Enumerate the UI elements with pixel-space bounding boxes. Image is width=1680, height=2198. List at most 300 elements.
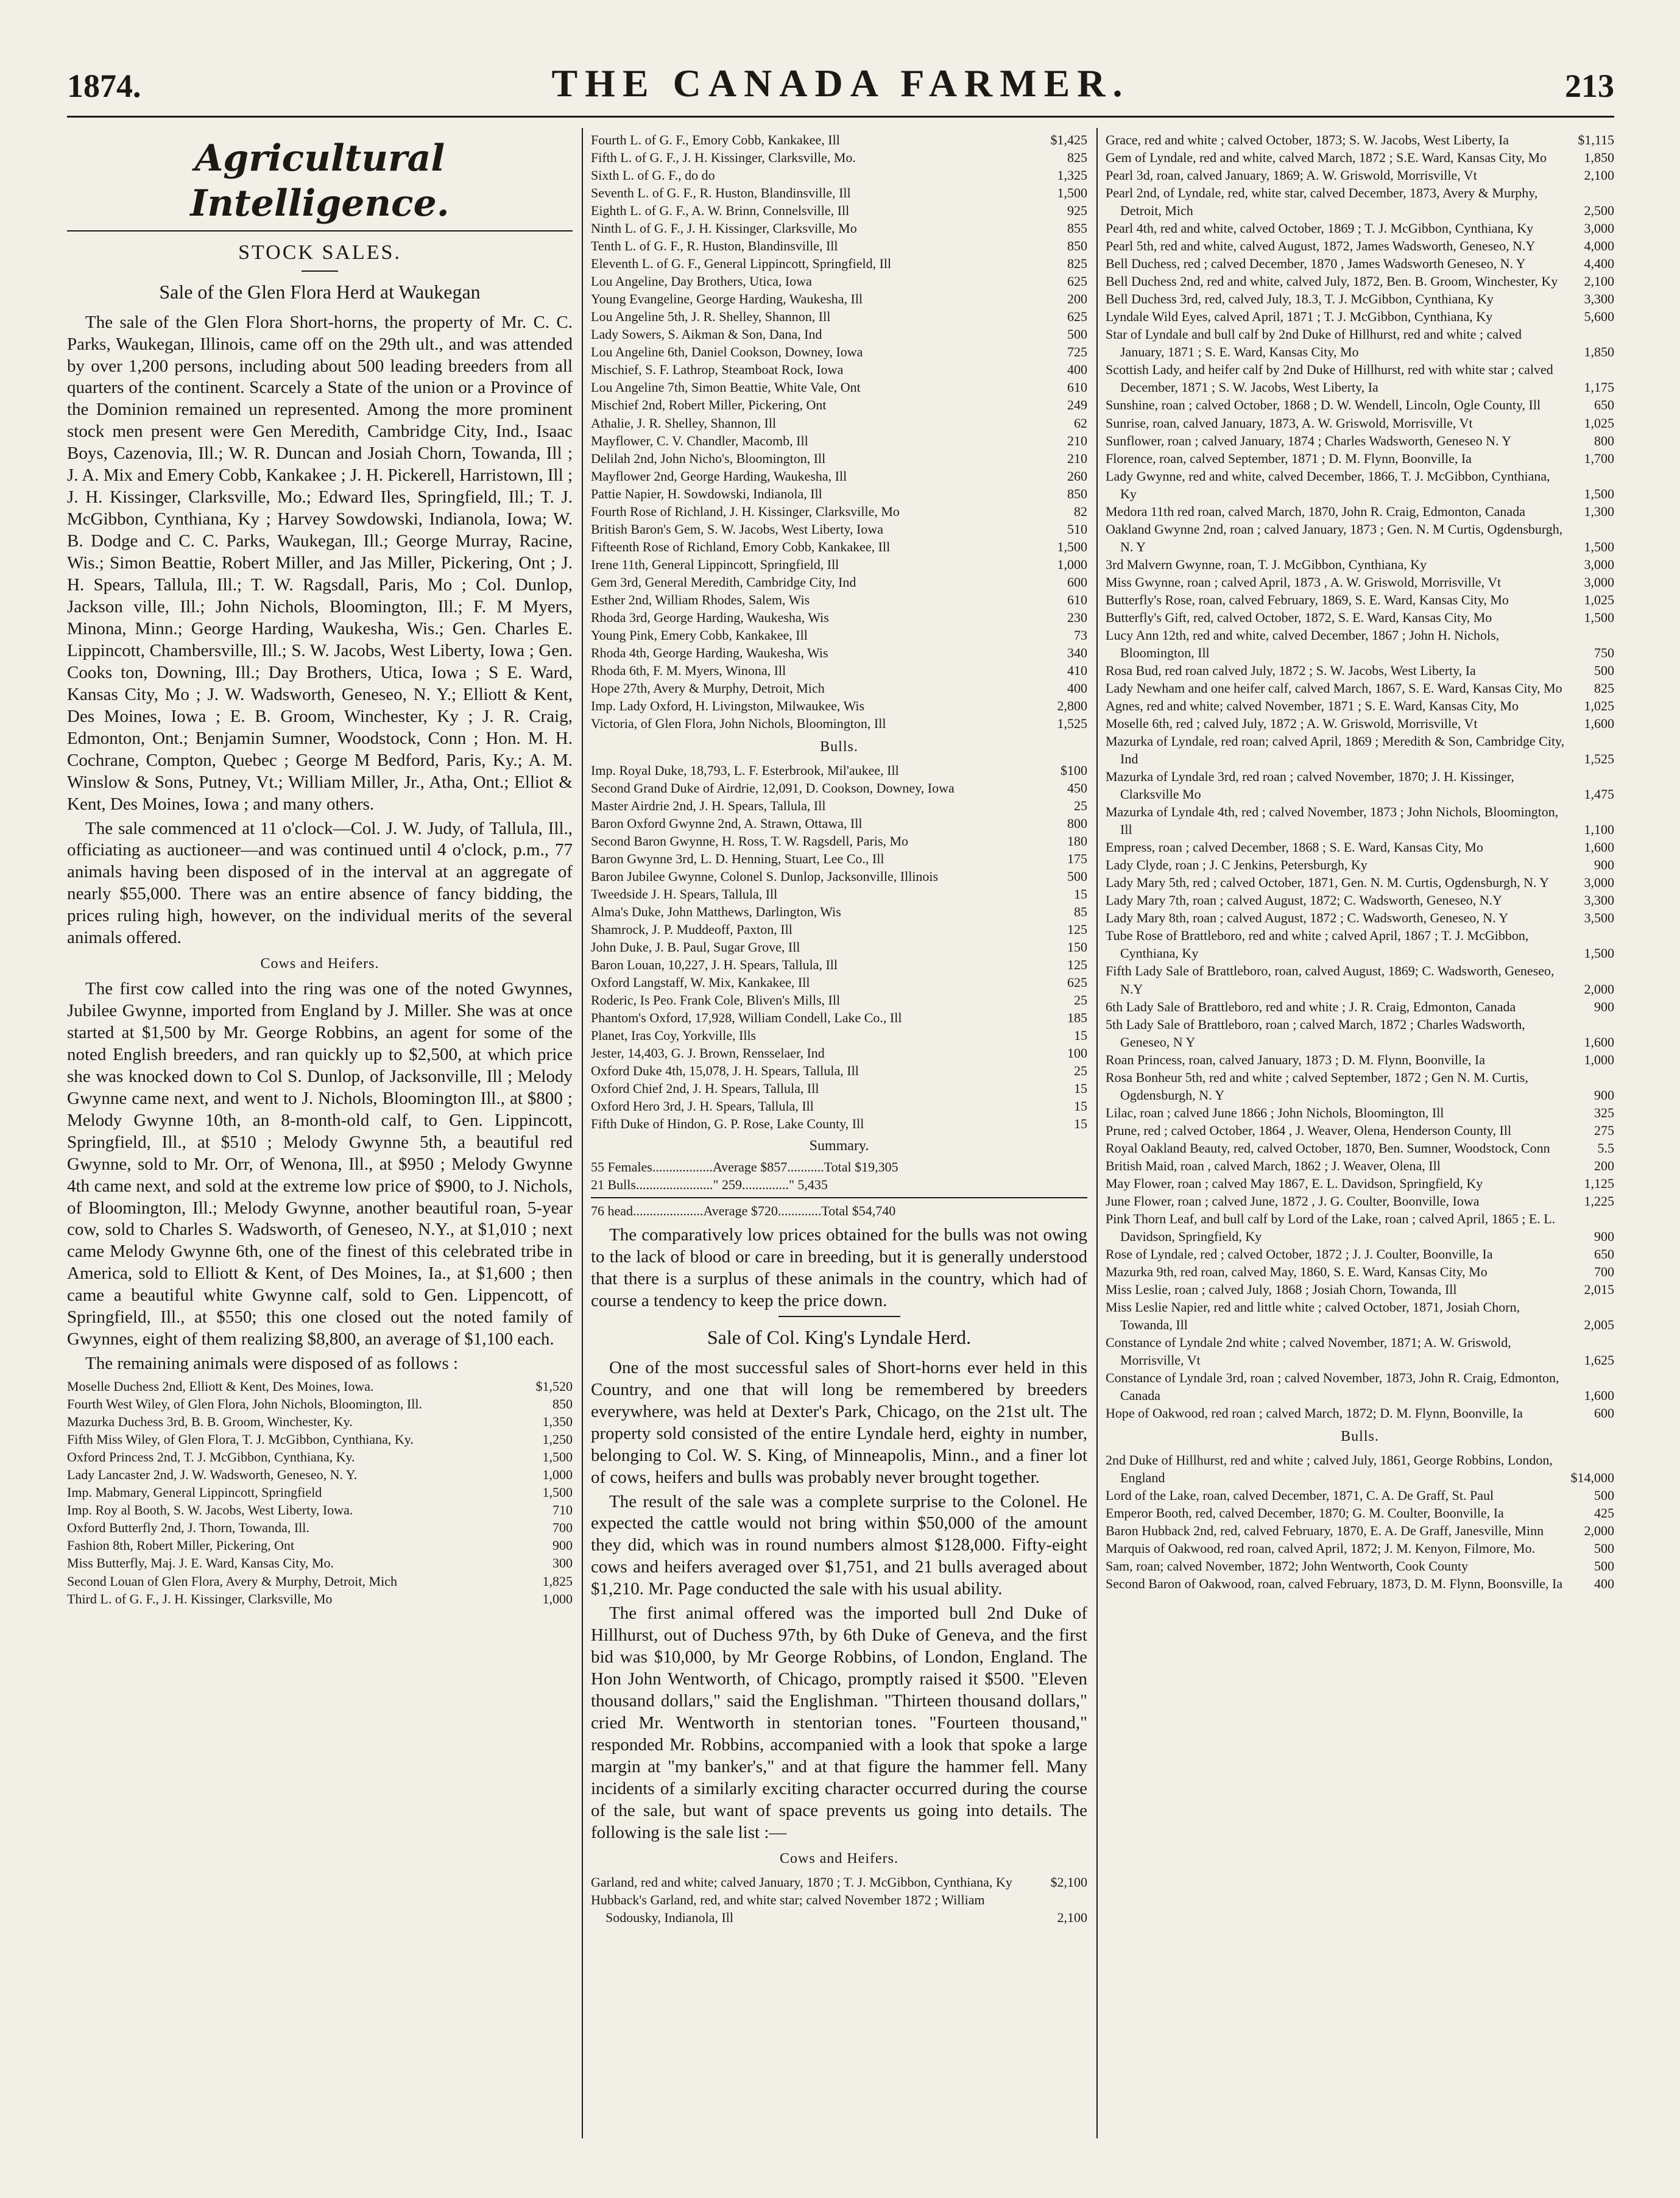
sale-entry	[591, 1027, 1087, 1044]
entry-price: 625	[1067, 309, 1087, 325]
sale-entry	[591, 797, 1087, 815]
entry-price: 125	[1067, 922, 1087, 938]
sale-entry	[591, 626, 1087, 644]
sale-entry	[1106, 1016, 1614, 1051]
column-3	[1106, 131, 1614, 2154]
entry-price: 400	[1067, 680, 1087, 696]
entry-description: Pink Thorn Leaf, and bull calf by Lord of the Lake, roan ; calved April, 1865 ; E. L. Davidson, Springfield, Ky	[1106, 1210, 1556, 1244]
entry-price: 3,000	[1584, 875, 1614, 891]
entry-price: 600	[1594, 1405, 1614, 1421]
sale-entry	[591, 149, 1087, 166]
sale-entry	[591, 378, 1087, 396]
article-headline: Sale of Col. King's Lyndale Herd.	[707, 1326, 972, 1349]
entry-price: $100	[1061, 762, 1087, 778]
entry-description: Bell Duchess 3rd, red, calved July, 18.3, T. J. McGibbon, Cynthiana, Ky	[1106, 291, 1494, 307]
sale-entry	[591, 644, 1087, 662]
sale-entry	[591, 832, 1087, 850]
column-1	[67, 131, 573, 2154]
paragraph: The first animal offered was the imported bull 2nd Duke of Hillhurst, out of Duchess 97th, by 6th Duke of Geneva, and the first bid was $10,000, by Mr George Robbins, of London, England. The Hon John Wentworth, of Chicago, promptly raised it $500. "Eleven thousand dollars," said the Englishman. "Thirteen thousand dollars," cried Mr. Wentworth in stentorian tones. "Fourteen thousand," responded Mr. Robbins, accompanied with a look that spoke a large margin at "my banker's," and at that figure the hammer fell. Many incidents of a similarly exciting character occurred during the course of the sale, but want of space prevents us going into details. The following is the sale list :—	[591, 1603, 1087, 1842]
entry-price: 2,100	[1584, 168, 1614, 183]
entry-description: Master Airdrie 2nd, J. H. Spears, Tallula, Ill	[591, 797, 826, 813]
entry-price: 1,625	[1584, 1352, 1614, 1368]
entry-description: Rhoda 3rd, George Harding, Waukesha, Wis	[591, 609, 829, 625]
page-number: 213	[1565, 68, 1614, 104]
entry-description: Star of Lyndale and bull calf by 2nd Duke of Hillhurst, red and white ; calved January, 1871 ; S. E. Ward, Kansas City, Mo	[1106, 327, 1522, 360]
entry-description: Bell Duchess 2nd, red and white, calved July, 1872, Ben. B. Groom, Winchester, Ky	[1106, 274, 1558, 289]
entry-description: Rhoda 4th, George Harding, Waukesha, Wis	[591, 645, 828, 660]
entry-price: $2,100	[1050, 1874, 1087, 1890]
entry-description: British Maid, roan , calved March, 1862 ; J. Weaver, Olena, Ill	[1106, 1157, 1441, 1173]
entry-price: 500	[1594, 1488, 1614, 1504]
sale-entry	[1106, 467, 1614, 503]
year: 1874.	[67, 68, 141, 104]
entry-price: 750	[1594, 645, 1614, 660]
entry-description: Lady Clyde, roan ; J. C Jenkins, Petersburgh, Ky	[1106, 857, 1368, 873]
sale-entry	[591, 556, 1087, 573]
entry-price: 1,825	[542, 1573, 573, 1589]
entry-price: 1,700	[1584, 450, 1614, 466]
entry-description: Second Louan of Glen Flora, Avery & Murphy, Detroit, Mich	[67, 1573, 397, 1589]
entry-description: Lilac, roan ; calved June 1866 ; John Nichols, Bloomington, Ill	[1106, 1104, 1444, 1120]
entry-price: 150	[1067, 939, 1087, 955]
entry-description: Hubback's Garland, red, and white star; calved November 1872 ; William Sodousky, Indianola, Ill	[591, 1892, 985, 1925]
entry-description: Butterfly's Rose, roan, calved February, 1869, S. E. Ward, Kansas City, Mo	[1106, 592, 1509, 607]
entry-price: 1,850	[1584, 344, 1614, 360]
entry-price: 1,325	[1057, 168, 1087, 183]
entry-description: Moselle Duchess 2nd, Elliott & Kent, Des Moines, Iowa.	[67, 1379, 374, 1394]
sale-entry	[1106, 1069, 1614, 1104]
sale-entry	[1106, 1369, 1614, 1404]
entry-price: 1,475	[1584, 786, 1614, 802]
entry-price: 500	[1594, 662, 1614, 678]
entry-description: Hope 27th, Avery & Murphy, Detroit, Mich	[591, 680, 825, 696]
sale-list	[1106, 131, 1614, 1422]
sale-entry	[591, 938, 1087, 956]
entry-price: 175	[1067, 850, 1087, 866]
sale-entry	[1106, 450, 1614, 467]
entry-price: 2,500	[1584, 203, 1614, 219]
sale-entry	[67, 1590, 573, 1608]
entry-description: Young Evangeline, George Harding, Waukesha, Ill	[591, 291, 863, 307]
entry-description: Esther 2nd, William Rhodes, Salem, Wis	[591, 592, 810, 607]
entry-price: 800	[1594, 433, 1614, 448]
entry-price: 1,350	[542, 1414, 573, 1430]
sale-entry	[591, 779, 1087, 797]
sale-entry	[591, 290, 1087, 308]
entry-price: 1,500	[1584, 945, 1614, 961]
entry-description: Mazurka of Lyndale 4th, red ; calved November, 1873 ; John Nichols, Bloomington, Ill	[1106, 804, 1559, 838]
entry-price: 710	[552, 1502, 573, 1518]
sale-entry	[67, 1448, 573, 1466]
sale-entry	[1106, 609, 1614, 626]
entry-description: Sunflower, roan ; calved January, 1874 ; Charles Wadsworth, Geneseo N. Y	[1106, 433, 1512, 448]
sale-entry	[591, 520, 1087, 538]
entry-description: Irene 11th, General Lippincott, Springfield, Ill	[591, 556, 839, 572]
sale-entry	[67, 1554, 573, 1572]
entry-price: 825	[1594, 680, 1614, 696]
sale-entry	[1106, 166, 1614, 184]
entry-description: 5th Lady Sale of Brattleboro, roan ; calved March, 1872 ; Charles Wadsworth, Geneseo, N Y	[1106, 1016, 1525, 1050]
sale-entry	[591, 432, 1087, 450]
entry-price: 3,000	[1584, 221, 1614, 236]
sale-entry	[1106, 1104, 1614, 1122]
entry-price: 1,000	[542, 1591, 573, 1606]
entry-price: 2,100	[1057, 1909, 1087, 1925]
sale-entry	[591, 467, 1087, 485]
sale-entry	[591, 325, 1087, 343]
entry-description: Mischief, S. F. Lathrop, Steamboat Rock, Iowa	[591, 362, 844, 378]
entry-description: Roderic, Is Peo. Frank Cole, Bliven's Mills, Ill	[591, 992, 841, 1008]
entry-description: Scottish Lady, and heifer calf by 2nd Duke of Hillhurst, red with white star ; calved December, 1871 ; S. W. Jacobs, West Liberty, Ia	[1106, 362, 1553, 395]
sale-entry	[591, 166, 1087, 184]
entry-price: 185	[1067, 1010, 1087, 1026]
sale-list	[591, 131, 1087, 732]
entry-description: Eighth L. of G. F., A. W. Brinn, Connelsville, Ill	[591, 203, 850, 219]
entry-description: Sunrise, roan, calved January, 1873, A. W. Griswold, Morrisville, Vt	[1106, 415, 1473, 431]
sale-entry	[67, 1536, 573, 1554]
entry-description: Oxford Chief 2nd, J. H. Spears, Tallula, Ill	[591, 1081, 819, 1097]
entry-price: 210	[1067, 433, 1087, 448]
entry-description: Florence, roan, calved September, 1871 ; D. M. Flynn, Boonville, Ia	[1106, 450, 1472, 466]
entry-price: 3,500	[1584, 910, 1614, 926]
sale-entry	[1106, 308, 1614, 325]
sale-entry	[1106, 662, 1614, 679]
entry-description: Fifth L. of G. F., J. H. Kissinger, Clarksville, Mo.	[591, 150, 856, 166]
entry-description: Emperor Booth, red, calved December, 1870; G. M. Coulter, Boonville, Ia	[1106, 1505, 1504, 1521]
sale-entry	[591, 885, 1087, 903]
sale-entry	[1106, 131, 1614, 149]
entry-price: 1,850	[1584, 150, 1614, 166]
entry-price: 275	[1594, 1122, 1614, 1138]
sale-entry	[1106, 768, 1614, 803]
entry-description: Prune, red ; calved October, 1864 , J. Weaver, Olena, Henderson County, Ill	[1106, 1122, 1512, 1138]
entry-description: Mazurka Duchess 3rd, B. B. Groom, Winchester, Ky.	[67, 1414, 353, 1430]
entry-price: 2,000	[1584, 1523, 1614, 1539]
entry-price: $1,425	[1050, 132, 1087, 147]
entry-description: Oxford Langstaff, W. Mix, Kankakee, Ill	[591, 975, 810, 991]
summary-row: 55 Females..................Average $857...........Total $19,305	[591, 1159, 898, 1175]
entry-price: 500	[1067, 869, 1087, 884]
entry-description: Lady Newham and one heifer calf, calved March, 1867, S. E. Ward, Kansas City, Mo	[1106, 680, 1562, 696]
sale-entry	[591, 343, 1087, 361]
sale-entry	[591, 538, 1087, 556]
entry-price: 15	[1074, 1028, 1087, 1044]
entry-price: 1,025	[1584, 592, 1614, 607]
paragraph: The comparatively low prices obtained for the bulls was not owing to the lack of blood or care in breeding, but it is generally understood that there is a surplus of these animals in the country, which had of course a tendency to keep the price down.	[591, 1225, 1087, 1311]
sale-entry	[1106, 414, 1614, 432]
sale-entry	[591, 921, 1087, 938]
sale-entry	[591, 609, 1087, 626]
entry-price: $1,520	[535, 1379, 573, 1394]
sale-entry	[1106, 1157, 1614, 1175]
subsection-heading: Cows and Heifers.	[260, 956, 379, 972]
entry-price: 400	[1594, 1576, 1614, 1592]
sale-entry	[67, 1519, 573, 1536]
sale-entry	[1106, 1486, 1614, 1504]
sale-entry	[591, 903, 1087, 921]
entry-price: 1,600	[1584, 716, 1614, 732]
entry-price: 260	[1067, 468, 1087, 484]
divider	[591, 1197, 1087, 1198]
entry-description: Baron Oxford Gwynne 2nd, A. Strawn, Ottawa, Ill	[591, 815, 863, 831]
sale-entry	[591, 272, 1087, 290]
sale-entry	[1106, 255, 1614, 272]
sale-entry	[1106, 962, 1614, 997]
entry-price: 425	[1594, 1505, 1614, 1521]
entry-description: 2nd Duke of Hillhurst, red and white ; calved July, 1861, George Robbins, London, England	[1106, 1452, 1553, 1486]
entry-price: 1,025	[1584, 415, 1614, 431]
entry-description: Lady Sowers, S. Aikman & Son, Dana, Ind	[591, 327, 822, 342]
article-headline: Sale of the Glen Flora Herd at Waukegan	[159, 280, 481, 303]
entry-price: 15	[1074, 1116, 1087, 1132]
entry-description: Oxford Hero 3rd, J. H. Spears, Tallula, Ill	[591, 1098, 814, 1114]
entry-description: 3rd Malvern Gwynne, roan, T. J. McGibbon, Cynthiana, Ky	[1106, 556, 1427, 572]
sale-entry	[591, 1873, 1087, 1891]
entry-description: Lou Angeline 7th, Simon Beattie, White Vale, Ont	[591, 380, 861, 395]
entry-price: 340	[1067, 645, 1087, 660]
entry-price: 5,600	[1584, 309, 1614, 325]
masthead: Agricultural Intelligence.	[190, 137, 450, 225]
sale-entry	[591, 815, 1087, 832]
entry-description: Tenth L. of G. F., R. Huston, Blandinsville, Ill	[591, 238, 838, 254]
sale-entry	[1106, 573, 1614, 591]
sale-entry	[1106, 1139, 1614, 1157]
entry-price: 2,800	[1057, 698, 1087, 713]
entry-price: 1,300	[1584, 503, 1614, 519]
sale-entry	[1106, 1192, 1614, 1210]
entry-description: May Flower, roan ; calved May 1867, E. L. Davidson, Springfield, Ky	[1106, 1175, 1483, 1191]
entry-description: Young Pink, Emery Cobb, Kankakee, Ill	[591, 627, 808, 643]
entry-price: 1,000	[1057, 556, 1087, 572]
sale-entry	[1106, 856, 1614, 874]
sale-entry	[591, 662, 1087, 679]
entry-description: Oxford Princess 2nd, T. J. McGibbon, Cynthiana, Ky.	[67, 1449, 355, 1465]
entry-description: Rhoda 6th, F. M. Myers, Winona, Ill	[591, 662, 786, 678]
sale-entry	[591, 1080, 1087, 1097]
sale-entry	[591, 414, 1087, 432]
entry-price: 900	[1594, 857, 1614, 873]
entry-description: Lyndale Wild Eyes, calved April, 1871 ; T. J. McGibbon, Cynthiana, Ky	[1106, 309, 1493, 325]
entry-price: 900	[552, 1538, 573, 1553]
summary-heading: Summary.	[809, 1138, 869, 1154]
entry-price: 725	[1067, 344, 1087, 360]
entry-price: 850	[1067, 238, 1087, 254]
entry-price: 625	[1067, 274, 1087, 289]
entry-price: 610	[1067, 380, 1087, 395]
entry-price: 1,000	[542, 1467, 573, 1483]
sale-entry	[591, 184, 1087, 202]
entry-description: Butterfly's Gift, red, calved October, 1872, S. E. Ward, Kansas City, Mo	[1106, 609, 1492, 625]
sale-entry	[1106, 679, 1614, 697]
entry-price: 1,125	[1584, 1175, 1614, 1191]
sale-entry	[1106, 272, 1614, 290]
sale-list	[591, 762, 1087, 1133]
entry-description: Pearl 4th, red and white, calved October, 1869 ; T. J. McGibbon, Cynthiana, Ky	[1106, 221, 1534, 236]
entry-description: Fashion 8th, Robert Miller, Pickering, Ont	[67, 1538, 295, 1553]
entry-description: Gem 3rd, General Meredith, Cambridge City, Ind	[591, 574, 856, 590]
sale-entry	[591, 485, 1087, 503]
sale-entry	[1106, 697, 1614, 715]
entry-description: Mazurka of Lyndale, red roan; calved April, 1869 ; Meredith & Son, Cambridge City, Ind	[1106, 733, 1565, 767]
entry-price: 3,300	[1584, 892, 1614, 908]
entry-description: Seventh L. of G. F., R. Huston, Blandinsville, Ill	[591, 185, 851, 201]
entry-description: Second Baron of Oakwood, roan, calved February, 1873, D. M. Flynn, Boonsville, Ia	[1106, 1576, 1563, 1592]
entry-description: Shamrock, J. P. Muddeoff, Paxton, Ill	[591, 922, 792, 938]
entry-price: 1,100	[1584, 822, 1614, 838]
sale-entry	[591, 1044, 1087, 1062]
entry-description: 6th Lady Sale of Brattleboro, red and white ; J. R. Craig, Edmonton, Canada	[1106, 998, 1516, 1014]
sale-entry	[1106, 325, 1614, 361]
sale-entry	[1106, 149, 1614, 166]
sale-entry	[1106, 998, 1614, 1016]
entry-description: Roan Princess, roan, calved January, 1873 ; D. M. Flynn, Boonville, Ia	[1106, 1051, 1486, 1067]
sale-entry	[591, 361, 1087, 378]
entry-description: Rosa Bud, red roan calved July, 1872 ; S. W. Jacobs, West Liberty, Ia	[1106, 662, 1476, 678]
entry-description: Mazurka of Lyndale 3rd, red roan ; calved November, 1870; J. H. Kissinger, Clarksville Mo	[1106, 769, 1514, 802]
sale-entry	[591, 868, 1087, 885]
entry-price: 855	[1067, 221, 1087, 236]
sale-entry	[591, 715, 1087, 732]
entry-price: 510	[1067, 521, 1087, 537]
sale-entry	[1106, 237, 1614, 255]
entry-description: Planet, Iras Coy, Yorkville, Ills	[591, 1028, 757, 1044]
entry-price: 300	[552, 1555, 573, 1571]
sale-entry	[591, 237, 1087, 255]
entry-description: Pattie Napier, H. Sowdowski, Indianola, Ill	[591, 486, 822, 501]
entry-description: Miss Butterfly, Maj. J. E. Ward, Kansas City, Mo.	[67, 1555, 334, 1571]
sale-entry	[1106, 1504, 1614, 1522]
entry-price: 1,600	[1584, 839, 1614, 855]
sale-entry	[1106, 909, 1614, 927]
sale-entry	[67, 1572, 573, 1590]
entry-price: 600	[1067, 574, 1087, 590]
sale-entry	[591, 991, 1087, 1009]
sale-entry	[1106, 1051, 1614, 1069]
entry-price: 2,005	[1584, 1317, 1614, 1333]
sale-entry	[1106, 556, 1614, 573]
entry-description: Lady Mary 8th, roan ; calved August, 1872 ; C. Wadsworth, Geneseo, N. Y	[1106, 910, 1509, 926]
entry-description: Eleventh L. of G. F., General Lippincott, Springfield, Ill	[591, 256, 892, 272]
entry-price: 200	[1594, 1157, 1614, 1173]
paragraph: The remaining animals were disposed of as follows :	[85, 1354, 459, 1374]
sale-entry	[67, 1395, 573, 1413]
entry-description: Constance of Lyndale 2nd white ; calved November, 1871; A. W. Griswold, Morrisville, Vt	[1106, 1335, 1511, 1368]
entry-price: 15	[1074, 1098, 1087, 1114]
entry-description: Fourth L. of G. F., Emory Cobb, Kankakee, Ill	[591, 132, 840, 147]
entry-price: 1,500	[542, 1485, 573, 1500]
sale-entry	[1106, 1122, 1614, 1139]
entry-price: $1,115	[1578, 132, 1614, 147]
entry-description: Pearl 2nd, of Lyndale, red, white star, calved December, 1873, Avery & Murphy, Detroit, Mich	[1106, 185, 1538, 219]
entry-description: Baron Hubback 2nd, red, calved February, 1870, E. A. De Graff, Janesville, Minn	[1106, 1523, 1544, 1539]
sale-entry	[1106, 1175, 1614, 1192]
sale-entry	[1106, 361, 1614, 396]
entry-price: 450	[1067, 780, 1087, 796]
entry-price: 15	[1074, 1081, 1087, 1097]
entry-price: 1,500	[542, 1449, 573, 1465]
sale-entry	[1106, 1539, 1614, 1557]
sale-entry	[67, 1501, 573, 1519]
section-title: STOCK SALES.	[238, 241, 401, 264]
sale-entry	[591, 679, 1087, 697]
sale-entry	[591, 974, 1087, 991]
entry-description: Agnes, red and white; calved November, 1871 ; S. E. Ward, Kansas City, Mo	[1106, 698, 1519, 713]
entry-description: Oxford Butterfly 2nd, J. Thorn, Towanda, Ill.	[67, 1520, 309, 1536]
entry-description: Mayflower 2nd, George Harding, Waukesha, Ill	[591, 468, 847, 484]
entry-description: Fifth Miss Wiley, of Glen Flora, T. J. McGibbon, Cynthiana, Ky.	[67, 1432, 414, 1447]
entry-price: 800	[1067, 815, 1087, 831]
entry-price: 3,000	[1584, 556, 1614, 572]
entry-price: 1,525	[1057, 716, 1087, 732]
entry-description: Rosa Bonheur 5th, red and white ; calved September, 1872 ; Gen N. M. Curtis, Ogdensburgh, N. Y	[1106, 1069, 1528, 1103]
sale-entry	[591, 255, 1087, 272]
entry-description: Victoria, of Glen Flora, John Nichols, Bloomington, Ill	[591, 716, 886, 732]
entry-description: Third L. of G. F., J. H. Kissinger, Clarksville, Mo	[67, 1591, 333, 1606]
entry-price: 25	[1074, 1063, 1087, 1079]
entry-description: Lucy Ann 12th, red and white, calved December, 1867 ; John H. Nichols, Bloomington, Ill	[1106, 627, 1500, 660]
entry-price: 500	[1067, 327, 1087, 342]
sale-entry	[591, 1115, 1087, 1133]
entry-description: Second Grand Duke of Airdrie, 12,091, D. Cookson, Downey, Iowa	[591, 780, 955, 796]
sale-entry	[1106, 1451, 1614, 1486]
entry-price: 5.5	[1597, 1140, 1614, 1156]
entry-price: 1,600	[1584, 1034, 1614, 1050]
entry-price: 1,175	[1584, 380, 1614, 395]
sale-entry	[1106, 1557, 1614, 1575]
paragraph: One of the most successful sales of Short-horns ever held in this Country, and one that will long be remembered by breeders everywhere, was held at Dexter's Park, Chicago, on the 21st ult. The property sold consisted of the entire Lyndale herd, eighty in number, belonging to Col. W. S. King, of Minneapolis, Minn., and a finer lot of cows, heifers and bulls was probably never brought together.	[591, 1357, 1087, 1487]
entry-description: Lou Angeline 5th, J. R. Shelley, Shannon, Ill	[591, 309, 831, 325]
sale-entry	[1106, 891, 1614, 909]
entry-description: Constance of Lyndale 3rd, roan ; calved November, 1873, John R. Craig, Edmonton, Canada	[1106, 1370, 1559, 1404]
sale-entry	[67, 1377, 573, 1395]
entry-price: 900	[1594, 998, 1614, 1014]
entry-price: 625	[1067, 975, 1087, 991]
sale-entry	[67, 1413, 573, 1430]
entry-description: Gem of Lyndale, red and white, calved March, 1872 ; S.E. Ward, Kansas City, Mo	[1106, 150, 1547, 166]
entry-price: 1,500	[1584, 486, 1614, 501]
subsection-heading: Bulls.	[820, 739, 858, 755]
sale-entry	[1106, 1404, 1614, 1422]
entry-price: 650	[1594, 1246, 1614, 1262]
column-divider	[1096, 128, 1098, 2138]
entry-description: Baron Louan, 10,227, J. H. Spears, Tallula, Ill	[591, 957, 838, 973]
entry-price: 825	[1067, 256, 1087, 272]
paragraph: The first cow called into the ring was one of the noted Gwynnes, Jubilee Gwynne, imported from England by J. Miller. She was at once started at $1,500 by Mr. George Robbins, an agent for some of the noted English breeders, and ran quickly up to $2,500, at which price she was knocked down to Col S. Dunlop, of Jacksonville, Ill ; Melody Gwynne came next, and went to J. Nichols, Bloomington Ill., at $800 ; Melody Gwynne 10th, an 8-month-old calf, to Gen. Lippincott, Springfield, Ill., at $510 ; Melody Gwynne 5th, a beautiful red Gwynne, sold to Mr. Orr, of Wenona, Ill., at $950 ; Melody Gwynne 4th came next, and sold at the extreme low price of $900, to J. Nichols, of Bloomington, Ill.; Melody Gwynne, another beautiful roan, 5-year cow, sold to Charles S. Wadsworth, of Geneseo, N.Y., at $1,010 ; next came Melody Gwynne 6th, one of the finest of this celebrated tribe in America, sold to Elliott & Kent, of Des Moines, Ia., at $1,600 ; then came a beautiful white Gwynne calf, sold to Gen. Lippencott, of Springfield, Ill., at $550; this one closed out the noted family of Gwynnes, eight of them realizing $8,800, an average of $1,100 each.	[67, 979, 573, 1349]
entry-price: 1,000	[1584, 1051, 1614, 1067]
entry-price: 700	[1594, 1264, 1614, 1279]
entry-description: Empress, roan ; calved December, 1868 ; S. E. Ward, Kansas City, Mo	[1106, 839, 1483, 855]
entry-description: Sam, roan; calved November, 1872; John Wentworth, Cook County	[1106, 1558, 1469, 1574]
entry-description: Grace, red and white ; calved October, 1873; S. W. Jacobs, West Liberty, Ia	[1106, 132, 1509, 147]
entry-description: Second Baron Gwynne, H. Ross, T. W. Ragsdell, Paris, Mo	[591, 833, 909, 849]
entry-price: 4,000	[1584, 238, 1614, 254]
entry-price: 1,225	[1584, 1193, 1614, 1209]
entry-description: Lou Angeline 6th, Daniel Cookson, Downey, Iowa	[591, 344, 863, 360]
sale-entry	[591, 396, 1087, 414]
sale-entry	[1106, 1210, 1614, 1245]
entry-description: Oxford Duke 4th, 15,078, J. H. Spears, Tallula, Ill	[591, 1063, 859, 1079]
summary-row: 76 head.....................Average $720.............Total $54,740	[591, 1203, 896, 1219]
entry-price: 1,500	[1584, 539, 1614, 554]
sale-entry	[591, 308, 1087, 325]
sale-entry	[1106, 1575, 1614, 1592]
paragraph: The sale commenced at 11 o'clock—Col. J. W. Judy, of Tallula, Ill., officiating as auctioneer—and was continued until 4 o'clock, p.m., 77 animals having been disposed of in the interval at an aggregate of nearly $55,000. There was an entire absence of fancy bidding, the prices ruling high, however, on the individual merits of the several animals offered.	[67, 818, 573, 948]
entry-description: Lou Angeline, Day Brothers, Utica, Iowa	[591, 274, 812, 289]
entry-price: 325	[1594, 1104, 1614, 1120]
sale-entry	[1106, 396, 1614, 414]
column-divider	[582, 128, 583, 2138]
entry-price: 73	[1074, 627, 1087, 643]
